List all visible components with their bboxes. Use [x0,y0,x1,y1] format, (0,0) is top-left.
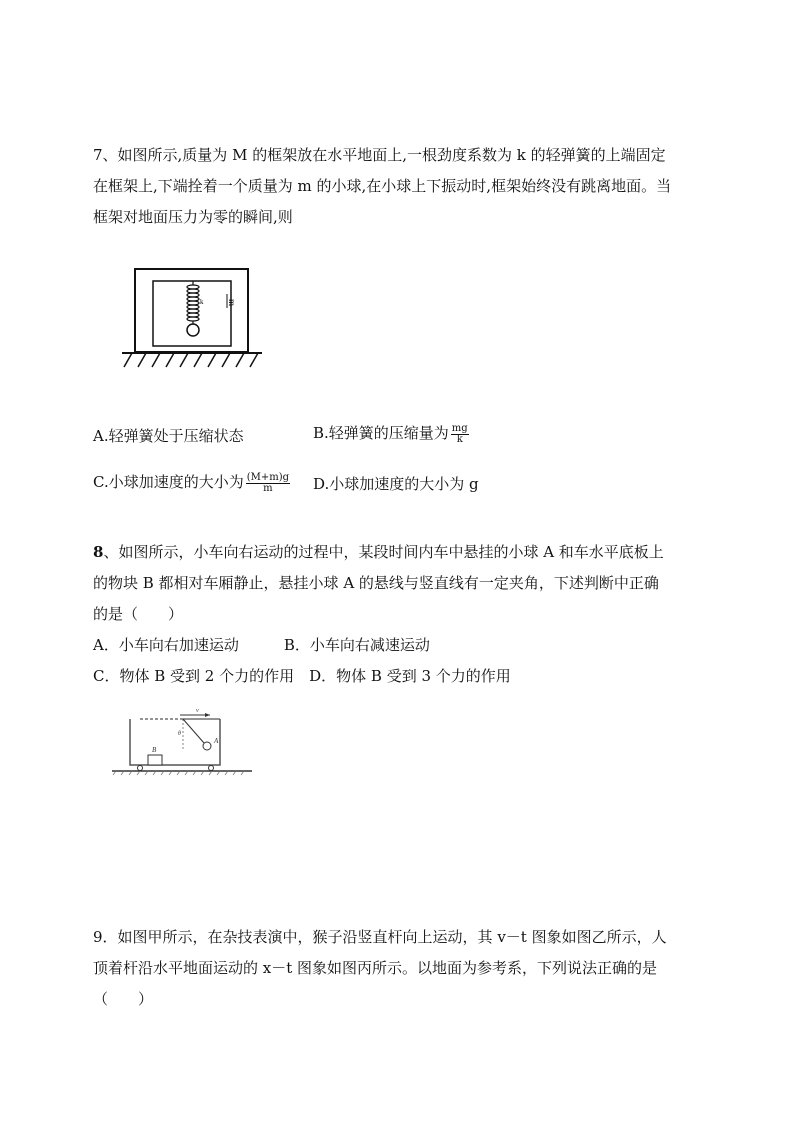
q8-stem-line-3: 的是（ ） [93,605,184,623]
ball [187,324,199,336]
q7-option-b [313,423,471,445]
block-b [148,755,162,765]
q7-option-a [93,426,244,446]
q7-option-c-fraction [246,473,290,494]
q8-number: 8 [93,543,104,561]
label-v: v [196,708,199,714]
pendulum-string [183,719,204,743]
q8-stem-line-1 [93,542,664,562]
label-a: A [214,737,219,745]
q7-option-a-text: A.轻弹簧处于压缩状态 [93,427,244,445]
q9-stem-line-1: 9．如图甲所示，在杂技表演中，猴子沿竖直杆向上运动，其 v－t 图象如图乙所示，人 [93,928,667,946]
fraction-numerator: mg [451,422,468,434]
q7-option-c [93,472,292,494]
ground-hatching [124,353,258,367]
q7-option-b-fraction [451,424,469,445]
label-k: k [200,298,204,306]
q7-option-c-text: C.小球加速度的大小为 [93,473,244,491]
q8-stem-line-1-text: 、如图所示，小车向右运动的过程中，某段时间内车中悬挂的小球 A 和车水平底板上 [103,543,664,561]
label-m: m [227,299,237,307]
ball-a [203,742,211,750]
q8-options-ab: A．小车向右加速运动 B．小车向右减速运动 [93,636,430,654]
wheel-right [209,766,214,771]
label-theta: θ [178,731,181,737]
q8-options-cd: C．物体 B 受到 2 个力的作用 D．物体 B 受到 3 个力的作用 [93,667,511,685]
fraction-denominator: k [456,433,463,445]
q9-stem-line-2: 顶着杆沿水平地面运动的 x－t 图象如图丙所示。以地面为参考系，下列说法正确的是 [93,959,658,977]
q8-cart-figure [108,705,258,780]
fraction-numerator: (M+m)g [246,471,290,483]
q8-stem-line-2: 的物块 B 都相对车厢静止，悬挂小球 A 的悬线与竖直线有一定夹角，下述判断中正确 [93,574,659,592]
q7-stem-line-3: 框架对地面压力为零的瞬间,则 [93,208,293,226]
q7-stem-line-2: 在框架上,下端拴着一个质量为 m 的小球,在小球上下振动时,框架始终没有跳离地面。当 [93,177,672,195]
spring [187,281,199,325]
wheel-left [138,766,143,771]
label-b: B [152,746,157,754]
q9-stem-line-3: （ ） [93,990,154,1008]
q7-frame-spring-figure [114,264,264,374]
q7-option-d: D.小球加速度的大小为 g [313,475,479,493]
q7-option-b-text: B.轻弹簧的压缩量为 [313,424,449,442]
q7-stem-line-1: 7、如图所示,质量为 M 的框架放在水平地面上,一根劲度系数为 k 的轻弹簧的上端固定 [93,146,666,164]
velocity-arrow-head [205,713,210,717]
fraction-denominator: m [263,482,273,494]
